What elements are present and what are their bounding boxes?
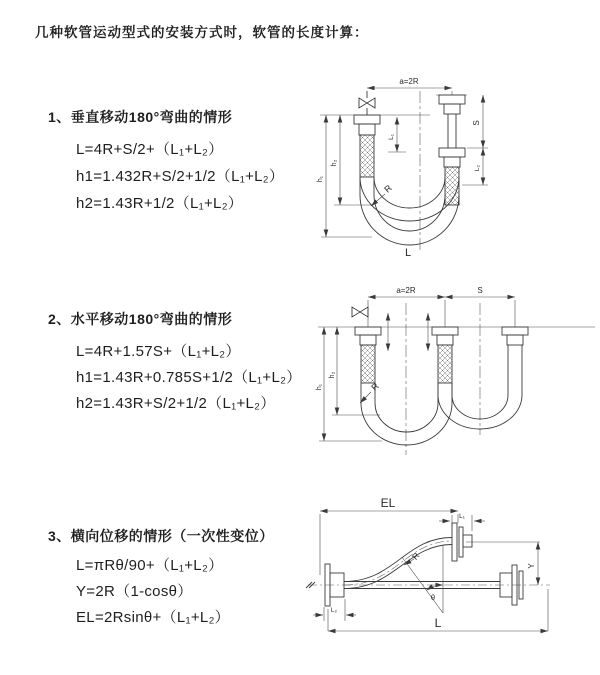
diagram-horizontal-bend	[310, 283, 600, 463]
flange	[439, 95, 465, 104]
braided-section	[438, 345, 452, 383]
dimension-lines	[318, 297, 595, 441]
diagram-lateral-displacement	[300, 495, 600, 650]
dim-label-l1: L₁	[388, 134, 395, 140]
dim-label-h2: h₂	[331, 159, 338, 167]
dimension-lines	[320, 88, 488, 237]
diagram-vertical-bend	[310, 65, 600, 260]
flange	[354, 115, 380, 124]
dim-label-l1: L₁	[459, 513, 465, 520]
formula-line: Y=2R（1-cosθ）	[76, 583, 193, 600]
hose-curve	[344, 538, 452, 582]
dim-label-s: S	[472, 120, 481, 126]
dim-label-theta: θ	[430, 593, 436, 602]
dim-label-l: L	[434, 616, 442, 630]
dim-label-h1: h₁	[316, 383, 323, 391]
hose-curve	[360, 177, 459, 245]
hose-assembly	[354, 91, 465, 245]
formula-line: h1=1.43R+0.785S+1/2（L₁+L₂）	[76, 369, 302, 386]
dim-label-y: Y	[527, 563, 536, 569]
section-2-heading: 2、水平移动180°弯曲的情形	[48, 311, 233, 327]
formula-line: L=πRθ/90+（L₁+L₂）	[76, 557, 224, 574]
dim-label-el: EL	[380, 496, 396, 510]
hose-assembly	[306, 523, 523, 606]
dim-label-span: a=2R	[396, 286, 416, 295]
section-3-heading: 3、横向位移的情形（一次性变位）	[48, 528, 274, 544]
formula-line: h2=1.43R+S/2+1/2（L₁+L₂）	[76, 395, 276, 412]
dim-label-s: S	[477, 286, 483, 295]
valve-icon	[352, 307, 368, 317]
section-1-heading: 1、垂直移动180°弯曲的情形	[48, 109, 233, 125]
formula-line: EL=2Rsinθ+（L₁+L₂）	[76, 609, 230, 626]
flange	[452, 523, 457, 561]
hose-assembly	[352, 307, 528, 445]
flange	[432, 327, 458, 335]
dim-label-l: L	[404, 247, 412, 259]
braided-section	[360, 135, 374, 177]
formula-line: h2=1.43R+1/2（L₁+L₂）	[76, 195, 244, 212]
formula-line: L=4R+1.57S+（L₁+L₂）	[76, 343, 241, 360]
formula-line: L=4R+S/2+（L₁+L₂）	[76, 141, 224, 158]
hose-centerline	[344, 541, 452, 585]
dim-label-r: R	[382, 182, 394, 195]
dim-label-span: a=2R	[399, 77, 419, 86]
page-title: 几种软管运动型式的安装方式时，软管的长度计算：	[35, 25, 369, 40]
dim-label-h2: h₂	[329, 371, 336, 379]
dim-label-h1: h₁	[317, 175, 324, 183]
flange	[439, 148, 465, 157]
dim-label-l2: L₂	[330, 607, 338, 614]
dim-label-l2: L₂	[474, 164, 481, 172]
flange	[355, 327, 381, 335]
dim-label-r: R	[369, 380, 381, 393]
dim-label-r: R	[409, 550, 422, 562]
valve-icon	[359, 98, 375, 108]
formula-line: h1=1.432R+S/2+1/2（L₁+L₂）	[76, 168, 285, 185]
braided-section	[361, 345, 375, 383]
dimension-lines	[313, 511, 548, 631]
flange	[502, 327, 528, 335]
